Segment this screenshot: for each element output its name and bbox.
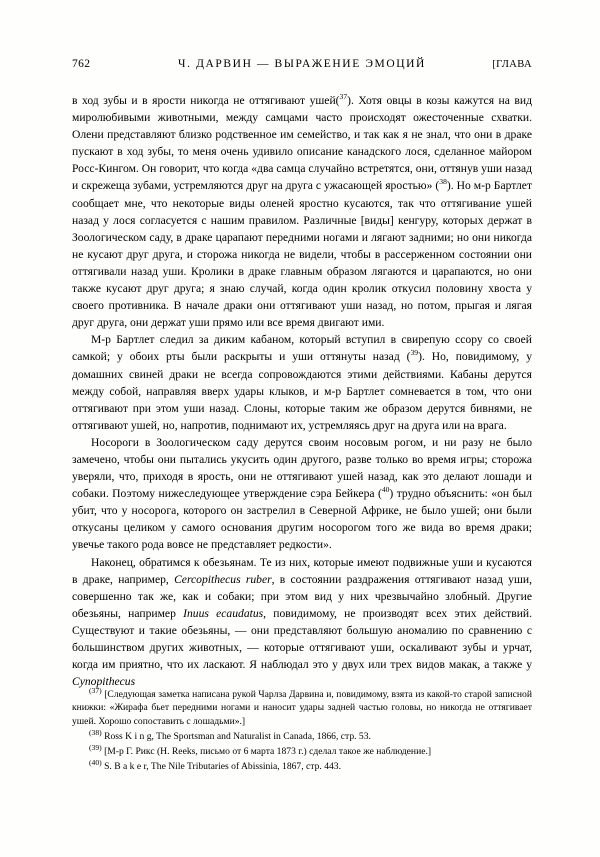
footnote-text: S. B a k e r, The Nile Tributaries of Abissinia, 1867, стр. 443.: [104, 760, 341, 772]
footnote-marker: (40): [89, 757, 102, 767]
chapter-marker: [ГЛАВА: [492, 59, 532, 70]
page-number: 762: [72, 58, 91, 70]
running-title: Ч. ДАРВИН — ВЫРАЖЕНИЕ ЭМОЦИЙ: [178, 58, 426, 70]
footnotes-block: [72, 685, 532, 774]
footnote-marker: (37): [89, 685, 102, 695]
running-header: [72, 58, 532, 70]
footnote: [72, 757, 532, 773]
footnote: [72, 685, 532, 728]
paragraph: Наконец, обратимся к обезьянам. Те из них, которые имеют подвижные уши и кусаются в драке, например, Cercopithecus ruber, в состоянии раздражения оттягивают назад уши, совершенно так же, как и собаки; при этом вид у них чрезвычайно злобный. Другие обезьяны, например Inuus ecaudatus, повидимому, не производят всех этих действий. Существуют и такие обезьяны, — они представляют большую аномалию по сравнению с большинством других животных, — которые оттягивают уши, оскаливают зубы и урчат, когда им приятно, что их ласкают. Я наблюдал это у двух или трех видов макак, а также у Cynopithecus: [72, 555, 533, 689]
footnote: [72, 727, 532, 743]
footnote-text: [Следующая заметка написана рукой Чарлза Дарвина и, повидимому, взята из какой-то старой записной книжки: «Жирафа бьет передними ногами и наносит удары задней частью головы, но никогда не оттягивает ушей. Хорошо сопоставить с лошадьми».]: [72, 689, 532, 727]
paragraph: Носороги в Зоологическом саду дерутся своим носовым рогом, и ни разу не было замечено, чтобы они пытались укусить один другого, разве только во время игры; сторожа уверяли, что, приходя в ярость, они не оттягивают ушей назад, как это делают лошади и собаки. Поэтому нижеследующее утверждение сэра Бейкера ($^{40}$) трудно объяснить: «он был убит, что у носорога, которого он застрелил в Северной Африке, не было ушей; они были откусаны целиком у самого основания другим носорогом того же вида во время драки; увечье такого рода вовсе не представляет редкости».: [72, 435, 532, 552]
footnote-marker: (38): [89, 727, 102, 737]
paragraph: в ход зубы и в ярости никогда не оттягивают ушей($^{37}$). Хотя овцы в козы кажутся на вид миролюбивыми животными, между самцами часто происходят ожесточенные схватки. Олени представляют близко родственное им семейство, и так как я не знал, что они в драке пускают в ход зубы, то меня очень удивило описание канадского лося, сделанное майором Росс-Кингом. Он говорит, что когда «два самца случайно встретятся, они, оттянув уши назад и скрежеща зубами, устремляются друг на друга с ужасающей яростью» ($^{38}$). Но м-р Бартлет сообщает мне, что некоторые виды оленей яростно кусаются, так что оттягивание ушей назад у лося согласуется с нашим правилом. Различные [виды] кенгуру, которых держат в Зоологическом саду, в драке царапают передними ногами и лягают задними; но они никогда не кусают друг друга, и сторожа никогда не видели, чтобы в рассерженном состоянии они оттягивали назад уши. Кролики в драке главным образом лягаются и царапаются, но они также кусают друг друга; я знаю случай, когда один кролик откусил половину хвоста у своего противника. В начале драки они оттягивают уши назад, но потом, прыгая и лягая друг друга, они держат уши прямо или все время двигают ими.: [72, 92, 533, 330]
paragraph: М-р Бартлет следил за диким кабаном, который вступил в свирепую ссору со своей самкой; у обоих рты были раскрыты и уши оттянуты назад ($^{39}$). Но, повидимому, у домашних свиней драки не всегда сопровождаются этими действиями. Кабаны дерутся между собой, направляя вверх удары клыков, и м-р Бартлет сомневается в том, что они оттягивают при этом уши назад. Слоны, которые таким же образом дерутся бивнями, не оттягивают ушей, но, напротив, поднимают их, устремляясь друг на друга или на врага.: [72, 333, 532, 432]
footnote-text: [М-р Г. Рикс (H. Reeks, письмо от 6 марта 1873 г.) сделал такое же наблюдение.]: [104, 745, 432, 757]
footnote-marker: (39): [89, 742, 102, 752]
footnote: [72, 742, 532, 758]
page-content: [72, 58, 532, 690]
footnote-text: Ross K i n g, The Sportsman and Naturalist in Canada, 1866, стр. 53.: [104, 730, 371, 742]
body-text: [72, 92, 532, 690]
